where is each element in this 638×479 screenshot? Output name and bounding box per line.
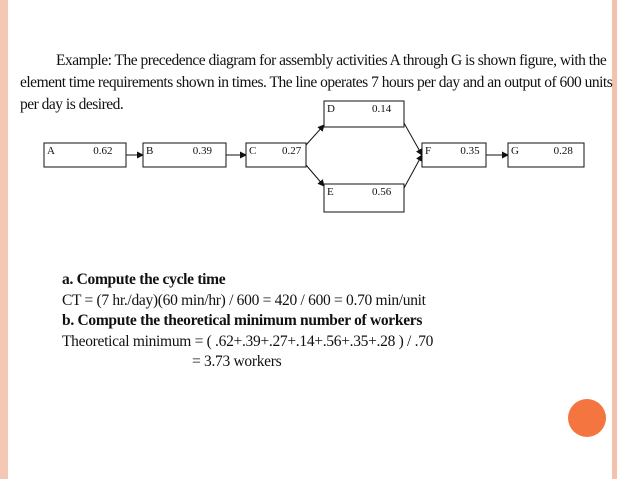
node-box bbox=[324, 184, 404, 212]
node-label: G bbox=[511, 145, 519, 157]
node-time: 0.62 bbox=[93, 145, 113, 157]
node-box bbox=[324, 101, 404, 127]
edge-e-f bbox=[404, 155, 422, 188]
decorative-circle bbox=[568, 399, 606, 437]
node-c bbox=[246, 143, 306, 167]
intro-line-1: Example: The precedence diagram for assembly activities A through G is shown figure, with the bbox=[56, 52, 607, 69]
intro-line-3: per day is desired. bbox=[20, 96, 124, 113]
node-time: 0.27 bbox=[282, 145, 302, 157]
node-time: 0.14 bbox=[372, 103, 392, 115]
node-e bbox=[324, 184, 404, 212]
node-label: D bbox=[327, 103, 335, 115]
node-box bbox=[143, 143, 226, 167]
part-b-formula: Theoretical minimum = ( .62+.39+.27+.14+.56+.35+.28 ) / .70 bbox=[62, 332, 434, 350]
node-label: B bbox=[146, 145, 154, 157]
node-b bbox=[143, 143, 226, 167]
node-label: A bbox=[47, 145, 55, 157]
node-box bbox=[44, 143, 126, 167]
node-time: 0.39 bbox=[192, 145, 213, 157]
node-label: F bbox=[425, 145, 432, 157]
part-b-heading: b. Compute the theoretical minimum number of workers bbox=[62, 312, 423, 329]
diagram-nodes bbox=[44, 101, 584, 212]
edge-d-f bbox=[404, 123, 422, 155]
node-d bbox=[324, 101, 404, 127]
node-label: E bbox=[327, 186, 334, 198]
edge-c-d bbox=[306, 125, 324, 145]
node-a bbox=[44, 143, 126, 167]
node-f bbox=[422, 143, 486, 167]
intro-line-2: element time requirements shown in times. The line operates 7 hours per day and an output of 600 units bbox=[20, 74, 613, 91]
node-label: C bbox=[249, 145, 257, 157]
node-time: 0.56 bbox=[372, 186, 392, 198]
node-time: 0.35 bbox=[460, 145, 480, 157]
part-a-heading: a. Compute the cycle time bbox=[62, 271, 226, 288]
solution-section bbox=[62, 270, 433, 373]
part-a-formula: CT = (7 hr./day)(60 min/hr) / 600 = 420 / 600 = 0.70 min/unit bbox=[62, 291, 426, 309]
part-b-result: = 3.73 workers bbox=[192, 353, 282, 370]
node-time: 0.28 bbox=[553, 145, 573, 157]
edge-c-e bbox=[306, 165, 324, 186]
node-g bbox=[508, 143, 584, 167]
